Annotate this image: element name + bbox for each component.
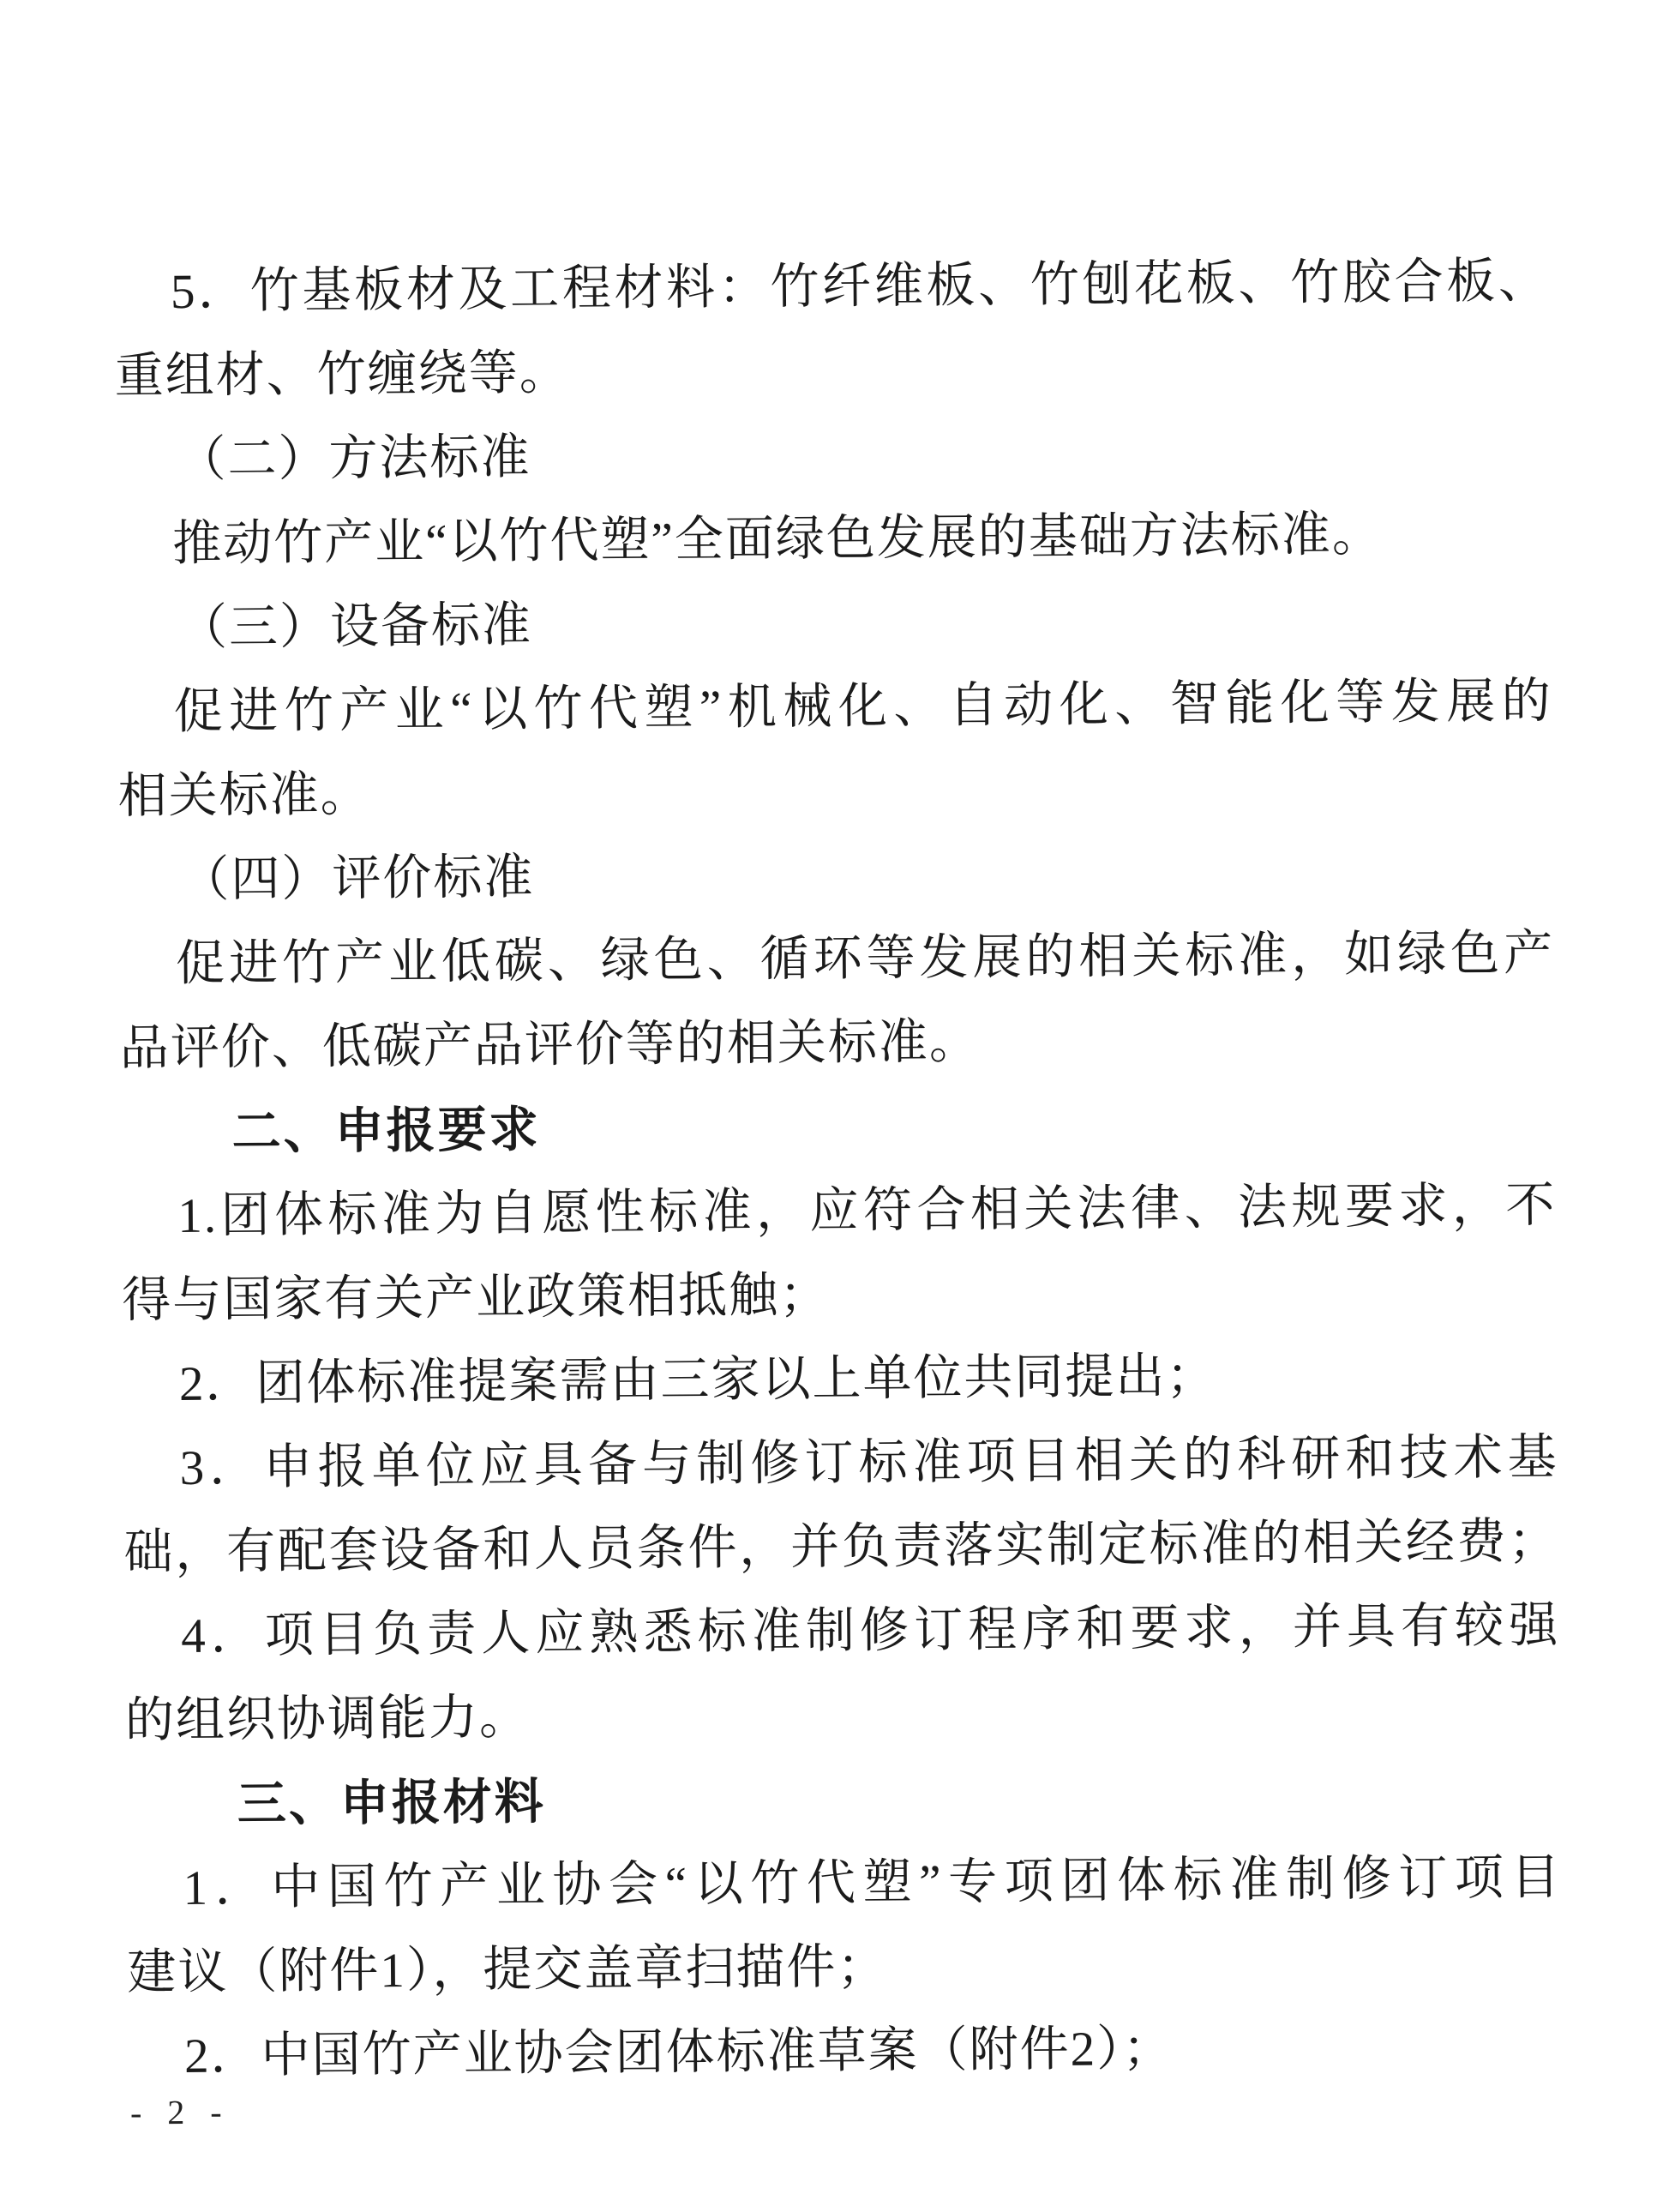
doc-line: 得与国家有关产业政策相抵触； <box>121 1268 831 1328</box>
doc-line: 2．中国竹产业协会团体标准草案（附件2）； <box>183 2021 1174 2084</box>
doc-line: 的组织协调能力。 <box>124 1690 531 1748</box>
doc-line: 3．申报单位应具备与制修订标准项目相关的科研和技术基 <box>179 1430 1558 1496</box>
doc-subheading: （二）方法标准 <box>177 430 531 488</box>
doc-line: 5．竹基板材及工程材料：竹纤维板、竹刨花板、竹胶合板、 <box>170 254 1550 320</box>
doc-line: 4．项目负责人应熟悉标准制修订程序和要求，并具有较强 <box>181 1598 1560 1664</box>
document-body <box>114 239 1564 2099</box>
doc-subheading: （四）评价标准 <box>180 850 535 908</box>
doc-line: 促进竹产业“以竹代塑”机械化、自动化、智能化等发展的 <box>173 674 1552 740</box>
doc-line: 础，有配套设备和人员条件，并负责落实制定标准的相关经费； <box>123 1514 1559 1580</box>
doc-line: 品评价、低碳产品评价等的相关标准。 <box>119 1014 981 1076</box>
page-number: - 2 - <box>129 2092 231 2132</box>
doc-line: 推动竹产业“以竹代塑”全面绿色发展的基础方法标准。 <box>171 507 1384 572</box>
doc-line: 1.团体标准为自愿性标准，应符合相关法律、法规要求，不 <box>177 1178 1557 1244</box>
doc-line: 重组材、竹缠绕等。 <box>114 346 570 404</box>
doc-line: 1．中国竹产业协会“以竹代塑”专项团体标准制修订项目 <box>183 1850 1562 1916</box>
doc-section-heading: 三、申报材料 <box>237 1774 547 1832</box>
doc-line: 相关标准。 <box>117 767 371 824</box>
doc-line: 建议（附件1），提交盖章扫描件； <box>127 1939 888 2000</box>
doc-subheading: （三）设备标准 <box>177 598 533 656</box>
doc-section-heading: 二、申报要求 <box>231 1102 541 1160</box>
doc-line: 2．团体标准提案需由三家以上单位共同提出； <box>178 1349 1217 1412</box>
doc-line: 促进竹产业低碳、绿色、循环等发展的相关标准，如绿色产 <box>175 926 1555 992</box>
